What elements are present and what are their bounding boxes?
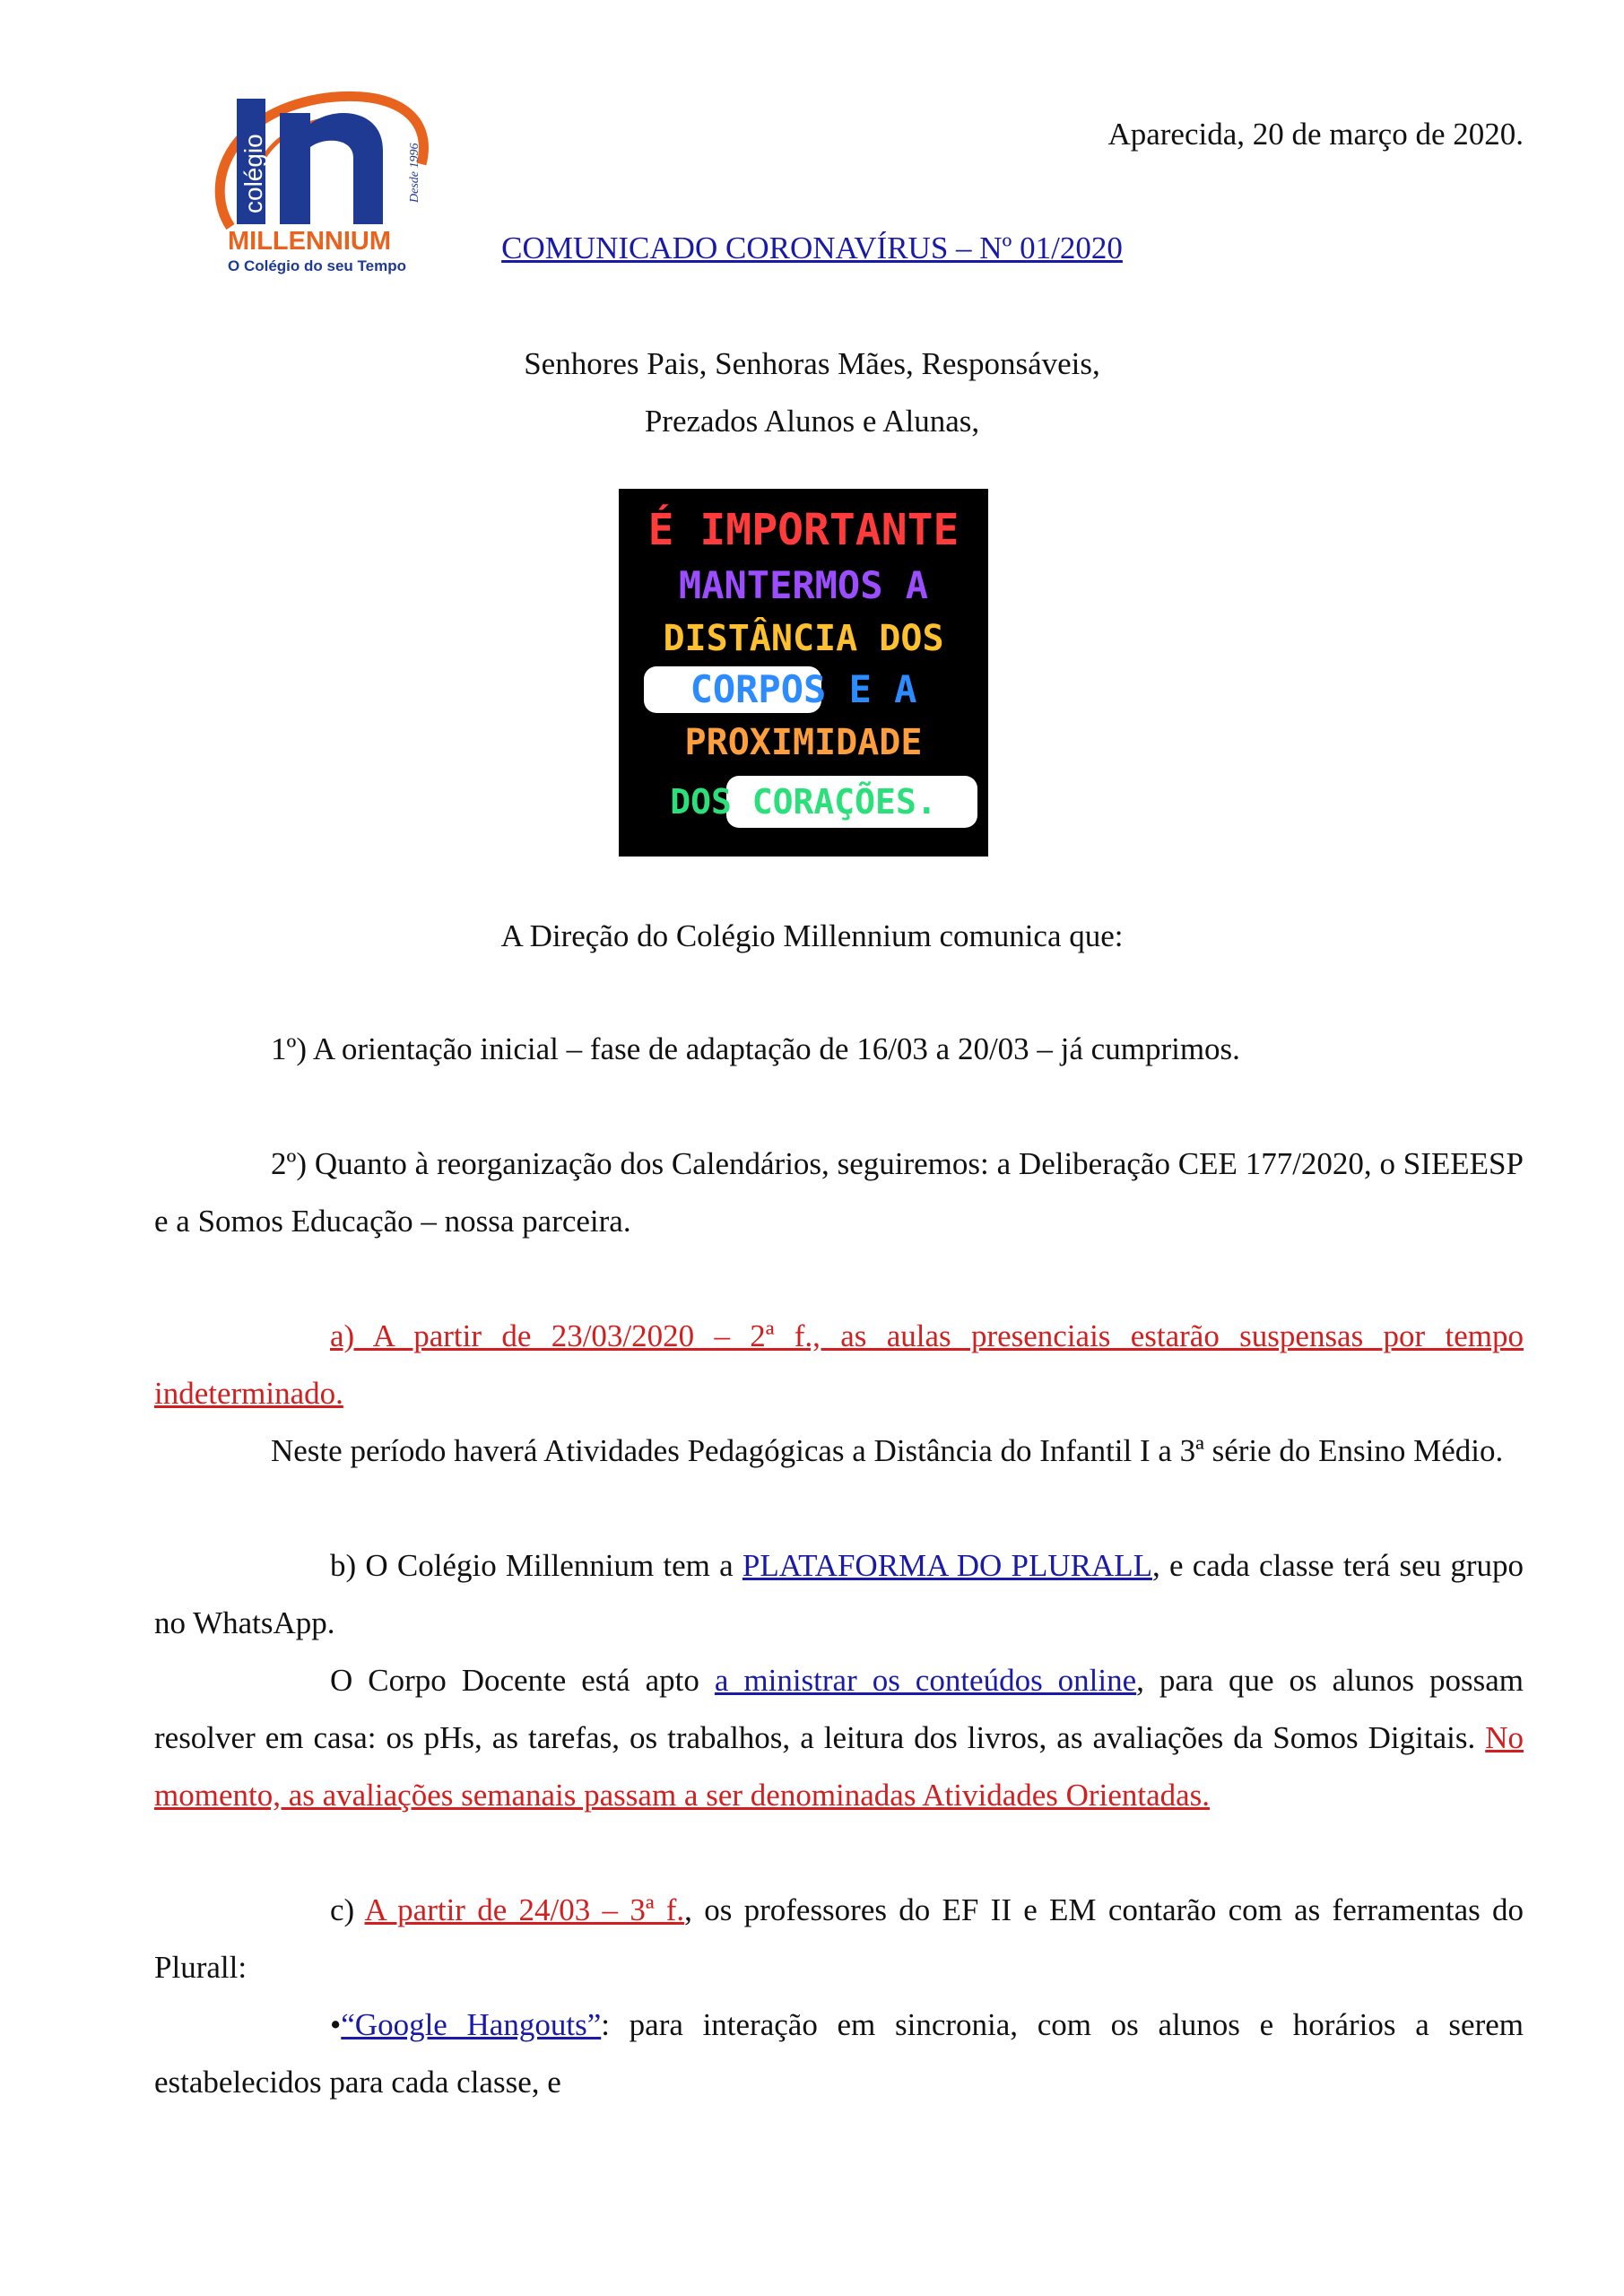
item-b-2: O Corpo Docente está apto a ministrar os conteúdos online, para que os alunos possam resolver em casa: os pHs, as tarefas, os trabalhos, a leitura dos livros, as avaliações da Somos Digitais. No momento, as avaliações semanais passam a ser denominadas Atividades Orientadas. bbox=[154, 1663, 1524, 1813]
item-c-date: A partir de 24/03 – 3ª f. bbox=[364, 1892, 685, 1927]
item-c: c) A partir de 24/03 – 3ª f., os professores do EF II e EM contarão com as ferramentas do Plurall: bbox=[154, 1892, 1524, 1985]
svg-text:DISTÂNCIA DOS: DISTÂNCIA DOS bbox=[663, 618, 944, 659]
svg-text:colégio: colégio bbox=[239, 134, 267, 213]
item-a-highlight: a) A partir de 23/03/2020 – 2ª f., as aulas presenciais estarão suspensas por tempo indeterminado. bbox=[154, 1318, 1524, 1411]
svg-text:O Colégio do seu Tempo: O Colégio do seu Tempo bbox=[228, 257, 406, 274]
svg-text:MILLENNIUM: MILLENNIUM bbox=[228, 227, 392, 256]
svg-text:CORPOS E A: CORPOS E A bbox=[690, 667, 917, 711]
item-b-highlight: No momento, as avaliações semanais passam a ser denominadas Atividades Orientadas. bbox=[154, 1720, 1524, 1813]
svg-text:É IMPORTANTE: É IMPORTANTE bbox=[647, 505, 960, 555]
document-date: Aparecida, 20 de março de 2020. bbox=[1107, 117, 1524, 152]
greeting-line-2: Prezados Alunos e Alunas, bbox=[644, 404, 980, 439]
svg-text:Desde 1996: Desde 1996 bbox=[408, 143, 421, 203]
item-1: 1º) A orientação inicial – fase de adaptação de 16/03 a 20/03 – já cumprimos. bbox=[271, 1031, 1240, 1066]
plurall-link[interactable]: PLATAFORMA DO PLURALL bbox=[742, 1548, 1152, 1583]
item-b: b) O Colégio Millennium tem a PLATAFORMA DO PLURALL, e cada classe terá seu grupo no WhatsApp. bbox=[154, 1548, 1524, 1640]
bullet-item: •“Google Hangouts”: para interação em sincronia, com os alunos e horários a serem estabelecidos para cada classe, e bbox=[154, 2007, 1524, 2100]
greeting-line-1: Senhores Pais, Senhoras Mães, Responsáveis, bbox=[524, 346, 1100, 381]
intro-text: A Direção do Colégio Millennium comunica que: bbox=[500, 918, 1124, 953]
online-content-link[interactable]: a ministrar os conteúdos online bbox=[714, 1663, 1137, 1698]
bullet-icon: • bbox=[330, 2007, 342, 2042]
svg-text:DOS CORAÇÕES.: DOS CORAÇÕES. bbox=[670, 782, 937, 822]
svg-text:PROXIMIDADE: PROXIMIDADE bbox=[684, 722, 923, 763]
poster-image bbox=[619, 489, 988, 857]
item-a-followup: Neste período haverá Atividades Pedagógicas a Distância do Infantil I a 3ª série do Ensino Médio. bbox=[271, 1433, 1504, 1468]
item-2: 2º) Quanto à reorganização dos Calendários, seguiremos: a Deliberação CEE 177/2020, o SIEEESP e a Somos Educação – nossa parceira. bbox=[154, 1146, 1524, 1239]
body-text bbox=[154, 1021, 1524, 2111]
google-hangouts-link[interactable]: “Google Hangouts” bbox=[341, 2007, 602, 2042]
document-title[interactable]: COMUNICADO CORONAVÍRUS – Nº 01/2020 bbox=[501, 230, 1123, 265]
svg-text:MANTERMOS A: MANTERMOS A bbox=[678, 563, 929, 607]
